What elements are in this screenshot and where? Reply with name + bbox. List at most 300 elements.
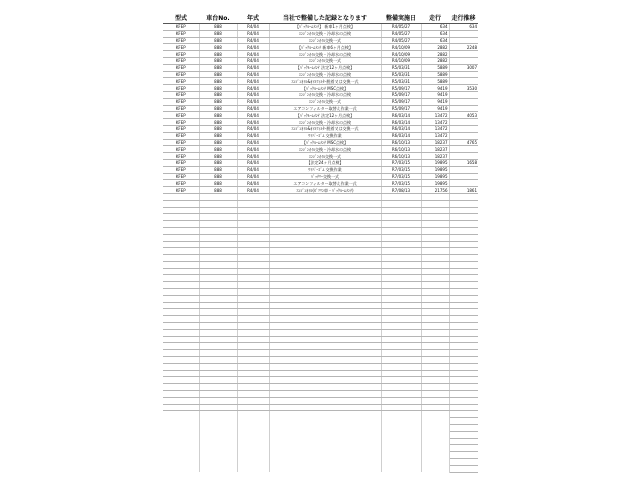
cell-mileage: 634 [421, 37, 449, 44]
cell-work-item: ｴﾝｼﾞﾝｵｲﾙ交換・冷却水の点検 [269, 91, 381, 98]
cell-year: R4/04 [237, 51, 269, 58]
cell-model: KFEP [163, 180, 199, 187]
empty-cell [449, 377, 478, 384]
empty-cell [163, 384, 199, 391]
empty-row [163, 214, 478, 221]
maintenance-record-sheet [163, 12, 478, 473]
empty-cell [237, 425, 269, 432]
cell-mileage: 9419 [421, 98, 449, 105]
empty-cell [421, 193, 449, 200]
empty-cell [421, 431, 449, 438]
empty-cell [237, 384, 269, 391]
cell-mileage-change: 1861 [449, 187, 478, 194]
header-record-note: 当社で整備した記録となります [269, 12, 381, 24]
empty-cell [421, 200, 449, 207]
empty-cell [237, 207, 269, 214]
empty-row [163, 459, 478, 466]
empty-cell [163, 255, 199, 262]
empty-cell [199, 214, 237, 221]
empty-cell [269, 384, 381, 391]
cell-work-item: 【ﾊﾞｯｸﾙｰﾑﾒﾝﾃ】 新車1ヶ月点検】 [269, 24, 381, 31]
cell-year: R4/04 [237, 187, 269, 194]
empty-cell [237, 336, 269, 343]
empty-cell [449, 193, 478, 200]
cell-year: R4/04 [237, 78, 269, 85]
cell-model: KFEP [163, 44, 199, 51]
cell-year: R4/04 [237, 132, 269, 139]
empty-cell [381, 207, 421, 214]
header-service-date: 整備実施日 [381, 12, 421, 24]
empty-cell [237, 193, 269, 200]
empty-cell [237, 261, 269, 268]
empty-cell [163, 411, 199, 418]
cell-year: R4/04 [237, 24, 269, 31]
cell-year: R4/04 [237, 85, 269, 92]
empty-cell [421, 377, 449, 384]
empty-cell [199, 329, 237, 336]
empty-cell [449, 363, 478, 370]
empty-cell [269, 445, 381, 452]
empty-cell [381, 302, 421, 309]
empty-cell [449, 309, 478, 316]
empty-cell [237, 357, 269, 364]
cell-service-date: R5/09/17 [381, 105, 421, 112]
empty-cell [449, 207, 478, 214]
cell-work-item: ｴﾝｼﾞﾝｵｲﾙ交換・冷却水の点検 [269, 146, 381, 153]
empty-cell [199, 384, 237, 391]
header-chassis-no: 車台No. [199, 12, 237, 24]
empty-cell [163, 221, 199, 228]
empty-row [163, 425, 478, 432]
empty-cell [421, 425, 449, 432]
empty-cell [163, 404, 199, 411]
empty-cell [421, 329, 449, 336]
empty-cell [163, 200, 199, 207]
cell-mileage: 9419 [421, 85, 449, 92]
cell-mileage-change [449, 37, 478, 44]
empty-cell [269, 268, 381, 275]
table-row [163, 51, 478, 58]
empty-cell [381, 316, 421, 323]
empty-row [163, 241, 478, 248]
empty-cell [381, 214, 421, 221]
cell-work-item: ｴﾝｼﾞﾝｵｲﾙ交換・冷却水の点検 [269, 71, 381, 78]
empty-cell [269, 193, 381, 200]
empty-row [163, 289, 478, 296]
empty-cell [449, 431, 478, 438]
cell-mileage-change: 1658 [449, 159, 478, 166]
empty-cell [449, 234, 478, 241]
cell-mileage: 634 [421, 30, 449, 37]
empty-cell [421, 363, 449, 370]
cell-service-date: R7/08/13 [381, 187, 421, 194]
cell-chassis-no: 888 [199, 71, 237, 78]
empty-cell [381, 289, 421, 296]
cell-model: KFEP [163, 173, 199, 180]
cell-model: KFEP [163, 119, 199, 126]
empty-cell [163, 370, 199, 377]
empty-cell [237, 275, 269, 282]
empty-cell [199, 445, 237, 452]
cell-chassis-no: 888 [199, 78, 237, 85]
empty-cell [163, 309, 199, 316]
empty-cell [449, 323, 478, 330]
empty-cell [269, 465, 381, 472]
empty-row [163, 391, 478, 398]
empty-cell [269, 343, 381, 350]
cell-service-date: R6/03/14 [381, 132, 421, 139]
cell-chassis-no: 888 [199, 98, 237, 105]
empty-cell [449, 404, 478, 411]
empty-cell [381, 384, 421, 391]
empty-cell [199, 336, 237, 343]
empty-cell [237, 411, 269, 418]
cell-work-item: ｴﾝｼﾞﾝｵｲﾙ(ｶﾞｿﾘﾝ車・ﾊﾞｯｸﾙｰﾑﾒﾝﾃ) [269, 187, 381, 194]
cell-model: KFEP [163, 98, 199, 105]
empty-cell [449, 418, 478, 425]
cell-mileage-change [449, 105, 478, 112]
empty-row [163, 275, 478, 282]
empty-cell [269, 336, 381, 343]
empty-cell [163, 248, 199, 255]
empty-cell [421, 445, 449, 452]
empty-cell [381, 282, 421, 289]
empty-cell [381, 391, 421, 398]
empty-cell [269, 309, 381, 316]
empty-cell [269, 363, 381, 370]
empty-cell [421, 452, 449, 459]
cell-year: R4/04 [237, 98, 269, 105]
empty-cell [421, 207, 449, 214]
cell-chassis-no: 888 [199, 112, 237, 119]
cell-work-item: ｴﾝｼﾞﾝｵｲﾙ交換・冷却水の点検 [269, 119, 381, 126]
empty-cell [199, 323, 237, 330]
empty-cell [237, 200, 269, 207]
table-row [163, 24, 478, 31]
empty-row [163, 343, 478, 350]
cell-model: KFEP [163, 112, 199, 119]
header-model: 型式 [163, 12, 199, 24]
empty-cell [381, 404, 421, 411]
cell-service-date: R5/03/31 [381, 78, 421, 85]
cell-work-item: ﾊﾞｯﾃﾘｰ交換一式 [269, 173, 381, 180]
empty-cell [421, 302, 449, 309]
cell-mileage: 2882 [421, 57, 449, 64]
empty-cell [449, 343, 478, 350]
empty-cell [449, 357, 478, 364]
empty-row [163, 309, 478, 316]
cell-mileage-change [449, 78, 478, 85]
empty-cell [163, 295, 199, 302]
empty-cell [269, 404, 381, 411]
empty-cell [421, 241, 449, 248]
empty-row [163, 227, 478, 234]
cell-service-date: R5/09/17 [381, 98, 421, 105]
table-row [163, 112, 478, 119]
empty-cell [199, 465, 237, 472]
empty-cell [269, 214, 381, 221]
empty-cell [449, 336, 478, 343]
empty-cell [199, 248, 237, 255]
empty-cell [381, 343, 421, 350]
cell-mileage: 21756 [421, 187, 449, 194]
empty-row [163, 465, 478, 472]
cell-mileage-change [449, 30, 478, 37]
cell-year: R4/04 [237, 64, 269, 71]
empty-cell [199, 431, 237, 438]
empty-cell [269, 329, 381, 336]
cell-model: KFEP [163, 24, 199, 31]
empty-cell [269, 323, 381, 330]
empty-cell [199, 207, 237, 214]
empty-cell [269, 418, 381, 425]
empty-cell [449, 200, 478, 207]
empty-cell [199, 268, 237, 275]
cell-mileage: 634 [421, 24, 449, 31]
table-body [163, 24, 478, 473]
empty-cell [421, 261, 449, 268]
empty-cell [421, 316, 449, 323]
cell-model: KFEP [163, 153, 199, 160]
cell-service-date: R6/10/13 [381, 139, 421, 146]
cell-mileage-change [449, 51, 478, 58]
empty-cell [269, 200, 381, 207]
cell-chassis-no: 888 [199, 51, 237, 58]
empty-cell [421, 404, 449, 411]
empty-cell [381, 397, 421, 404]
cell-mileage-change [449, 132, 478, 139]
empty-cell [163, 363, 199, 370]
table-row [163, 91, 478, 98]
empty-cell [163, 465, 199, 472]
empty-row [163, 221, 478, 228]
empty-cell [163, 357, 199, 364]
empty-cell [269, 397, 381, 404]
cell-year: R4/04 [237, 166, 269, 173]
empty-cell [381, 295, 421, 302]
empty-cell [163, 343, 199, 350]
cell-service-date: R4/10/09 [381, 51, 421, 58]
empty-row [163, 404, 478, 411]
empty-cell [269, 425, 381, 432]
empty-cell [237, 214, 269, 221]
cell-model: KFEP [163, 139, 199, 146]
empty-cell [199, 363, 237, 370]
cell-model: KFEP [163, 85, 199, 92]
empty-cell [381, 418, 421, 425]
empty-cell [199, 255, 237, 262]
cell-year: R4/04 [237, 57, 269, 64]
empty-row [163, 261, 478, 268]
empty-cell [421, 384, 449, 391]
empty-cell [237, 370, 269, 377]
cell-service-date: R4/10/09 [381, 57, 421, 64]
empty-row [163, 200, 478, 207]
empty-cell [381, 350, 421, 357]
empty-cell [381, 452, 421, 459]
empty-cell [237, 343, 269, 350]
empty-cell [421, 282, 449, 289]
cell-model: KFEP [163, 51, 199, 58]
empty-row [163, 350, 478, 357]
empty-row [163, 431, 478, 438]
empty-cell [163, 193, 199, 200]
empty-cell [421, 336, 449, 343]
empty-cell [199, 459, 237, 466]
cell-service-date: R5/03/31 [381, 64, 421, 71]
cell-model: KFEP [163, 37, 199, 44]
empty-cell [163, 418, 199, 425]
cell-year: R4/04 [237, 37, 269, 44]
empty-cell [199, 357, 237, 364]
empty-cell [199, 411, 237, 418]
table-row [163, 139, 478, 146]
empty-cell [199, 418, 237, 425]
empty-cell [163, 397, 199, 404]
cell-mileage: 2882 [421, 51, 449, 58]
empty-cell [381, 438, 421, 445]
cell-model: KFEP [163, 71, 199, 78]
cell-service-date: R7/03/15 [381, 166, 421, 173]
cell-chassis-no: 888 [199, 24, 237, 31]
empty-cell [237, 289, 269, 296]
empty-cell [421, 459, 449, 466]
table-row [163, 119, 478, 126]
cell-year: R4/04 [237, 173, 269, 180]
empty-row [163, 397, 478, 404]
empty-cell [237, 465, 269, 472]
empty-cell [449, 255, 478, 262]
empty-cell [199, 221, 237, 228]
empty-cell [421, 465, 449, 472]
cell-work-item: ｴﾝｼﾞﾝｵｲﾙ交換一式 [269, 153, 381, 160]
empty-cell [163, 268, 199, 275]
empty-cell [163, 431, 199, 438]
empty-cell [199, 282, 237, 289]
cell-chassis-no: 888 [199, 180, 237, 187]
empty-cell [421, 289, 449, 296]
empty-cell [381, 200, 421, 207]
empty-cell [237, 309, 269, 316]
empty-cell [449, 289, 478, 296]
empty-cell [449, 350, 478, 357]
empty-cell [199, 261, 237, 268]
empty-cell [381, 255, 421, 262]
empty-cell [199, 193, 237, 200]
empty-cell [449, 248, 478, 255]
cell-mileage-change [449, 173, 478, 180]
cell-mileage-change: 3530 [449, 85, 478, 92]
empty-row [163, 452, 478, 459]
empty-cell [163, 302, 199, 309]
empty-cell [163, 377, 199, 384]
empty-cell [237, 255, 269, 262]
cell-chassis-no: 888 [199, 91, 237, 98]
cell-chassis-no: 888 [199, 153, 237, 160]
cell-mileage-change [449, 146, 478, 153]
empty-cell [421, 418, 449, 425]
table-row [163, 132, 478, 139]
cell-year: R4/04 [237, 44, 269, 51]
cell-mileage: 18237 [421, 139, 449, 146]
empty-cell [199, 452, 237, 459]
empty-cell [381, 459, 421, 466]
empty-cell [269, 316, 381, 323]
header-row [163, 12, 478, 24]
empty-cell [163, 329, 199, 336]
empty-row [163, 302, 478, 309]
empty-cell [163, 282, 199, 289]
cell-mileage: 13472 [421, 132, 449, 139]
empty-row [163, 384, 478, 391]
empty-cell [199, 295, 237, 302]
empty-cell [381, 268, 421, 275]
cell-model: KFEP [163, 64, 199, 71]
empty-cell [237, 234, 269, 241]
header-mileage: 走行 [421, 12, 449, 24]
cell-work-item: ｴﾝｼﾞﾝｵｲﾙ&ｵｲﾙﾌｨﾙﾀｰ脱着又は交換一式 [269, 125, 381, 132]
empty-cell [421, 214, 449, 221]
empty-cell [381, 370, 421, 377]
cell-work-item: ﾜｲﾊﾟｰｺﾞﾑ 交換作業 [269, 166, 381, 173]
cell-model: KFEP [163, 159, 199, 166]
empty-cell [381, 357, 421, 364]
empty-cell [381, 377, 421, 384]
empty-cell [269, 357, 381, 364]
table-row [163, 57, 478, 64]
empty-cell [449, 302, 478, 309]
cell-service-date: R6/10/13 [381, 146, 421, 153]
empty-cell [269, 221, 381, 228]
empty-cell [449, 316, 478, 323]
cell-mileage-change [449, 98, 478, 105]
empty-cell [269, 377, 381, 384]
cell-year: R4/04 [237, 125, 269, 132]
cell-work-item: 【ﾊﾞｯｸﾙｰﾑﾒﾝﾃ MSC点検】 [269, 139, 381, 146]
empty-cell [421, 227, 449, 234]
empty-cell [237, 248, 269, 255]
empty-cell [269, 275, 381, 282]
empty-cell [237, 350, 269, 357]
empty-row [163, 268, 478, 275]
empty-cell [381, 431, 421, 438]
cell-work-item: エアコンフィルター取替え作業一式 [269, 180, 381, 187]
empty-cell [163, 391, 199, 398]
cell-mileage: 19895 [421, 166, 449, 173]
empty-cell [237, 391, 269, 398]
cell-mileage-change [449, 91, 478, 98]
empty-cell [449, 438, 478, 445]
empty-cell [269, 411, 381, 418]
empty-cell [421, 411, 449, 418]
empty-cell [237, 445, 269, 452]
cell-model: KFEP [163, 187, 199, 194]
empty-cell [449, 445, 478, 452]
empty-row [163, 295, 478, 302]
empty-cell [237, 377, 269, 384]
cell-year: R4/04 [237, 112, 269, 119]
cell-work-item: エアコンフィルター取替え作業一式 [269, 105, 381, 112]
maintenance-table [163, 12, 478, 473]
empty-cell [269, 459, 381, 466]
empty-cell [381, 221, 421, 228]
cell-service-date: R7/03/15 [381, 159, 421, 166]
table-row [163, 159, 478, 166]
empty-cell [381, 336, 421, 343]
empty-row [163, 336, 478, 343]
cell-mileage: 5889 [421, 64, 449, 71]
empty-cell [449, 268, 478, 275]
